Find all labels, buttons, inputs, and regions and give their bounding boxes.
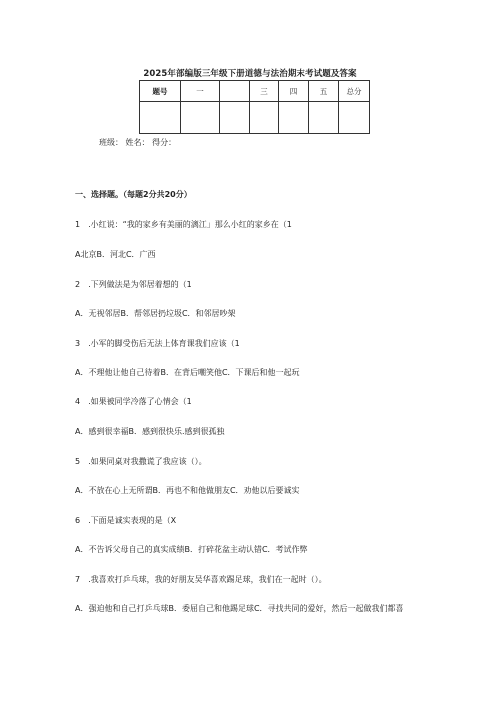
- question-7: [75, 574, 327, 585]
- score-table-header-cell: [220, 81, 250, 102]
- score-cell: [181, 102, 220, 134]
- score-cell: [220, 102, 250, 134]
- question-5-options: A．不放在心上无所谓B．再也不和他做朋友C．劝他以后要诚实: [75, 486, 300, 495]
- question-5: [75, 456, 207, 467]
- question-text: .小军的脚受伤后无法上体育课我们应该（1: [88, 339, 240, 348]
- question-4: [75, 396, 192, 407]
- score-table-score-row: [140, 102, 370, 134]
- page-title: 2025年部编版三年级下册道德与法治期末考试题及答案: [143, 69, 357, 79]
- score-table-header-cell: 一: [181, 81, 220, 102]
- score-table-header-cell: 三: [250, 81, 279, 102]
- question-number: 6: [75, 516, 81, 525]
- score-table-header-cell: 题号: [140, 81, 181, 102]
- question-number: 5: [75, 457, 81, 466]
- question-7-options: A．强迫他和自己打乒乓球B．委屈自己和他踢足球C．寻找共同的爱好，然后一起做我们都喜: [75, 604, 404, 613]
- question-6: [75, 515, 176, 526]
- question-text: .如果同桌对我撒谎了我应该（）。: [88, 457, 207, 466]
- question-number: 4: [75, 397, 81, 406]
- question-text: .小红说：“我的家乡有美丽的漓江」那么小红的家乡在（1: [88, 220, 292, 229]
- score-cell: [339, 102, 370, 134]
- question-4-options: A．感到很幸福B．感到很快乐.感到很孤独: [75, 427, 225, 436]
- question-6-options: A．不告诉父母自己的真实成绩B．打碎花盆主动认错C．考试作弊: [75, 545, 308, 554]
- question-number: 2: [75, 280, 81, 289]
- question-2-options: A．无视邻居B．帮邻居扔垃圾C．和邻居吵架: [75, 309, 236, 318]
- score-table-header-cell: 四: [279, 81, 309, 102]
- score-cell: [140, 102, 181, 134]
- score-table: [139, 80, 370, 134]
- question-3: [75, 338, 240, 349]
- score-table-header-row: [140, 81, 370, 102]
- question-number: 1: [75, 220, 81, 229]
- question-number: 7: [75, 575, 81, 584]
- student-info-line: 班级： 姓名： 得分：: [99, 138, 177, 147]
- question-text: .如果被同学冷落了心情会（1: [88, 397, 192, 406]
- score-table-header-cell: 总分: [339, 81, 370, 102]
- question-text: .我喜欢打乒乓球，我的好朋友吴华喜欢踢足球，我们在一起时（）。: [88, 575, 327, 584]
- question-text: .下面是诚实表现的是（X: [88, 516, 177, 525]
- section-heading: 一、选择题。（每题2分共20分）: [75, 190, 192, 199]
- question-1-options: A北京B．河北C．广西: [75, 250, 156, 259]
- score-cell: [309, 102, 339, 134]
- question-number: 3: [75, 339, 81, 348]
- score-table-header-cell: 五: [309, 81, 339, 102]
- score-cell: [279, 102, 309, 134]
- question-2: [75, 279, 192, 290]
- question-text: .下列做法是为邻居着想的（1: [88, 280, 192, 289]
- score-cell: [250, 102, 279, 134]
- question-1: [75, 219, 292, 230]
- question-3-options: A．不理他让他自己待着B．在背后嘲笑他C．下课后和他一起玩: [75, 368, 300, 377]
